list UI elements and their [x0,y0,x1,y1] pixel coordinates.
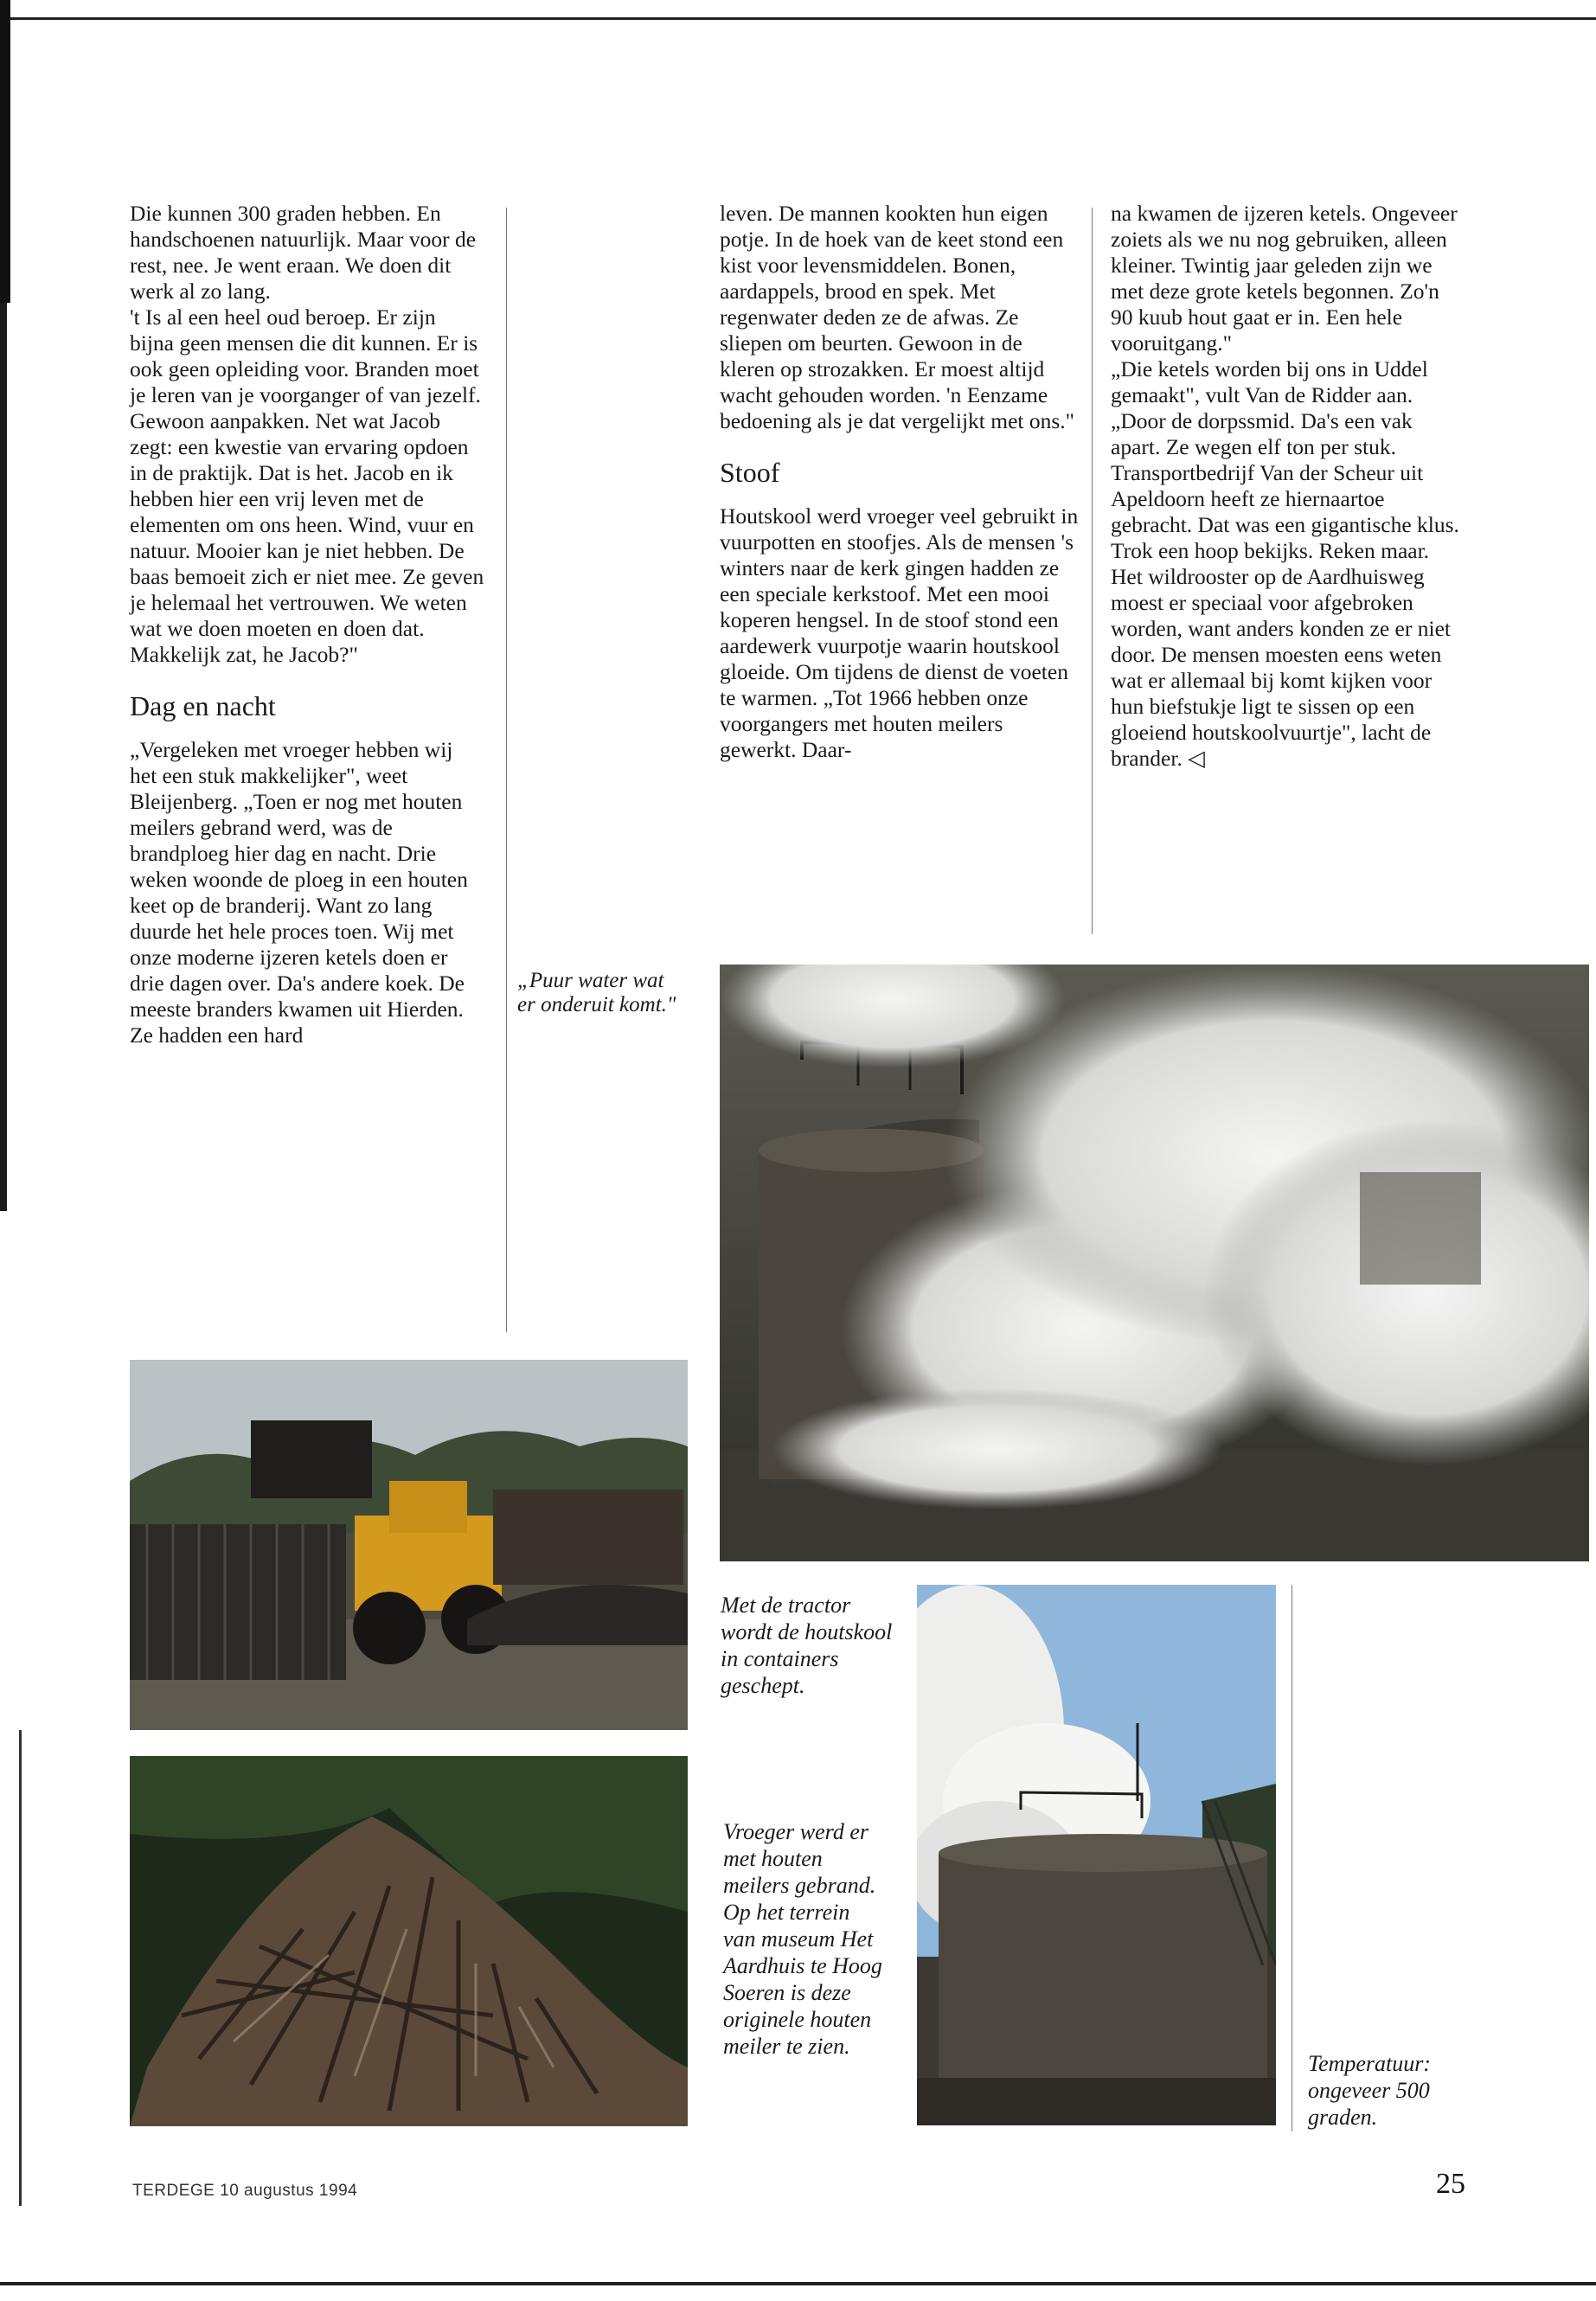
column-rule-2 [1092,208,1093,934]
article-column-1 [130,201,484,1048]
col1-paragraph-2: 't Is al een heel oud beroep. Er zijn bijna geen mensen die dit kunnen. Er is ook geen opleiding voor. Branden moet je leren van je voorganger of van jezelf. Gewoon aanpakken. Net wat Jacob zegt: een kwestie van ervaring opdoen in de praktijk. Dat is het. Jacob en ik hebben hier een vrij leven met de elementen om ons heen. Wind, vuur en natuur. Mooier kan je niet hebben. De baas bemoeit zich er niet mee. Ze geven je helemaal het vertrouwen. We weten wat we doen moeten en doen dat. Makkelijk zat, he Jacob?" [130,304,484,667]
left-binding-shadow [0,303,7,1211]
article-column-2 [720,201,1079,763]
photo-wooden-meiler [130,1756,688,2126]
end-of-article-mark: ◁ [1188,746,1205,771]
col2-paragraph-2: Houtskool werd vroeger veel gebruikt in vuurpotten en stoofjes. Als de mensen 's winters naar de kerk gingen hadden ze een speciale kerkstoof. Met een mooi koperen hengsel. In de stoof stond een aardewerk vuurpotje waarin houtskool gloeide. Om tijdens de dienst de voeten te warmen. „Tot 1966 hebben onze voorgangers met houten meilers gewerkt. Daar- [720,503,1079,762]
col3-paragraph-2: „Die ketels worden bij ons in Uddel gemaakt", vult Van de Ridder aan. „Door de dorpssmid. Da's een vak apart. Ze wegen elf ton per stuk. Transportbedrijf Van der Scheur uit Apeldoorn heeft ze hiernaartoe gebracht. Dat was een gigantische klus. Trok een hoop bekijks. Reken maar. Het wildrooster op de Aardhuisweg moest er speciaal voor afgebroken worden, want anders konden ze er niet door. De mensen moesten eens weten wat er allemaal bij komt kijken voor hun biefstukje ligt te sissen op een gloeiend houtskoolvuurtje", lacht de brander. ◁ [1111,356,1459,771]
meiler-image [130,1756,688,2126]
pull-quote: „Puur water wat er onderuit komt." [517,969,676,1016]
photo-kiln-blue-sky [917,1585,1276,2125]
photo-tractor-containers [130,1360,688,1730]
column-rule-1 [506,208,507,1332]
section-heading-stoof: Stoof [720,457,780,488]
col1-paragraph-3: „Vergeleken met vroeger hebben wij het een stuk makkelijker", weet Bleijenberg. „Toen er nog met houten meilers gebrand werd, was de brandploeg hier dag en nacht. Drie weken woonde de ploeg in een houten keet op de branderij. Want zo lang duurde het hele proces toen. Wij met onze moderne ijzeren ketels doen er drie dagen over. Da's andere koek. De meeste branders kwamen uit Hierden. Ze hadden een hard [130,737,468,1048]
col3-paragraph-1: na kwamen de ijzeren ketels. Ongeveer zoiets als we nu nog gebruiken, alleen kleiner. Twintig jaar geleden zijn we met deze grote ketels begonnen. Zo'n 90 kuub hout gaat er in. Een hele vooruitgang." [1111,201,1458,356]
page-number: 25 [1436,2168,1465,2200]
kiln-sky-image [917,1585,1276,2125]
tractor-image [130,1360,688,1730]
bottom-rule [0,2282,1596,2285]
col1-paragraph-1: Die kunnen 300 graden hebben. En handschoenen natuurlijk. Maar voor de rest, nee. Je went eraan. We doen dit werk al zo lang. [130,201,477,304]
article-column-3 [1111,201,1465,772]
photo-smoking-kiln [720,965,1589,1561]
left-binding-edge [0,0,10,303]
col2-paragraph-1: leven. De mannen kookten hun eigen potje. In de hoek van de keet stond een kist voor levensmiddelen. Bonen, aardappels, brood en spek. Met regenwater deden ze de afwas. Ze sliepen om beurten. Gewoon in de kleren op strozakken. Er moest altijd wacht gehouden worden. 'n Eenzame bedoening als je dat vergelijkt met ons." [720,201,1075,433]
top-rule [0,17,1596,20]
smoking-kiln-image [720,965,1589,1561]
caption-tractor: Met de tractor wordt de houtskool in containers geschept. [721,1593,893,1698]
left-margin-line [19,1730,22,2206]
caption-temperature: Temperatuur: ongeveer 500 graden. [1308,2051,1432,2130]
footer-publication: TERDEGE 10 augustus 1994 [132,2182,358,2200]
caption-meiler: Vroeger werd er met houten meilers gebrand. Op het terrein van museum Het Aardhuis te Hoog Soeren is deze originele houten meiler te zien. [723,1819,882,2059]
section-heading-dag-en-nacht: Dag en nacht [130,690,276,721]
